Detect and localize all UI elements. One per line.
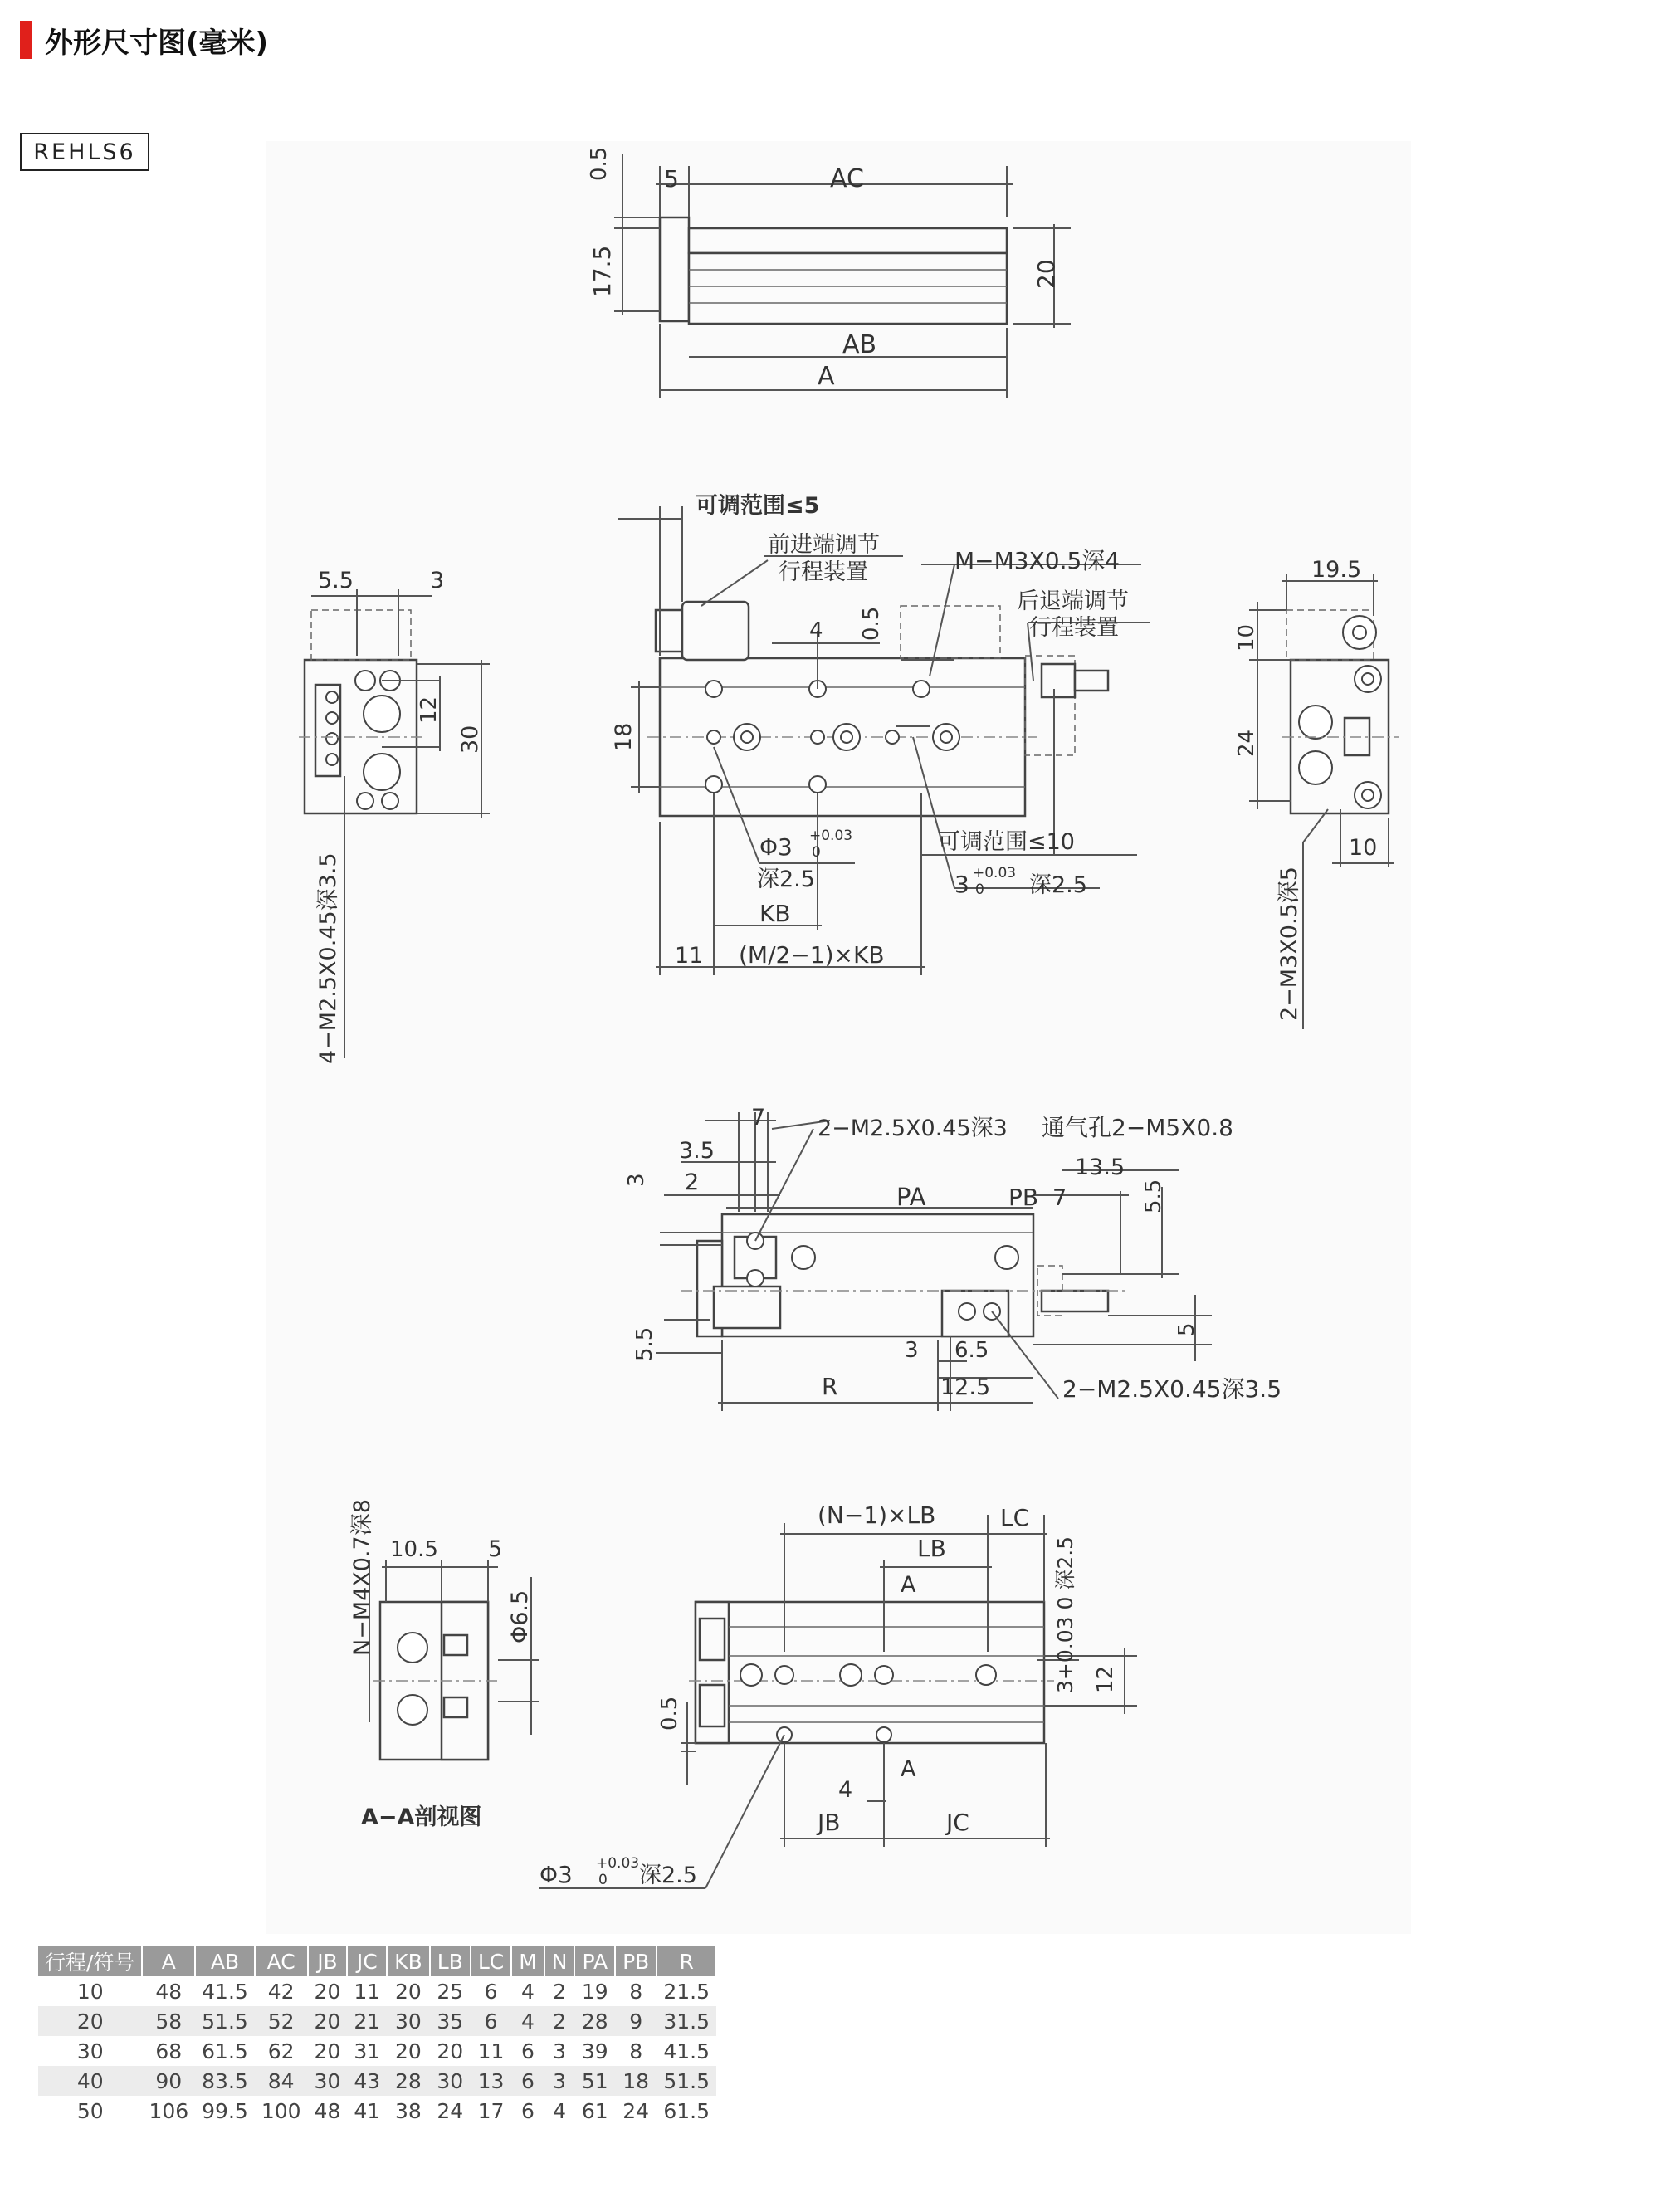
table-cell: 3 — [544, 2066, 575, 2096]
dim-3-5-bottom: 3.5 — [679, 1138, 715, 1164]
table-cell: 4 — [544, 2096, 575, 2126]
phi3-detail: Φ3 — [540, 1861, 573, 1888]
table-cell: 31 — [347, 2036, 387, 2066]
table-cell: 20 — [308, 2036, 348, 2066]
dim-2-bottom: 2 — [685, 1169, 700, 1195]
m2-5-thread-bottom-a: 2−M2.5X0.45深3 — [818, 1116, 1008, 1141]
table-cell: 51.5 — [657, 2066, 716, 2096]
table-header-cell: 行程/符号 — [38, 1946, 142, 1976]
table-cell: 35 — [430, 2006, 471, 2036]
dim-5-5-bottom-a: 5.5 — [1141, 1179, 1166, 1213]
hole-3-front: 3 — [954, 871, 969, 898]
tol-plus-front: +0.03 — [809, 828, 853, 844]
table-cell: 99.5 — [195, 2096, 255, 2126]
section-mark-a-bottom: A — [901, 1756, 916, 1782]
dim-lb: LB — [917, 1535, 946, 1562]
back-adjust-2: 行程装置 — [1029, 615, 1119, 641]
table-cell: 61 — [574, 2096, 615, 2126]
table-cell: 28 — [574, 2006, 615, 2036]
m2-5-thread-bottom-b: 2−M2.5X0.45深3.5 — [1062, 1375, 1282, 1403]
fwd-adjust-1: 前进端调节 — [768, 532, 880, 558]
n-m4-thread: N−M4X0.7深8 — [349, 1499, 375, 1656]
table-cell: 58 — [142, 2006, 195, 2036]
table-header-cell: M — [511, 1946, 544, 1976]
table-cell: 20 — [387, 2036, 430, 2066]
dim-11: 11 — [675, 943, 704, 969]
dim-20: 20 — [1033, 259, 1060, 289]
section-mark-a-top: A — [901, 1572, 916, 1598]
table-cell: 68 — [142, 2036, 195, 2066]
dim-0-5-front: 0.5 — [859, 606, 884, 641]
table-row — [38, 1976, 716, 2006]
dim-5-bottom: 5 — [1174, 1322, 1199, 1336]
table-cell: 11 — [347, 1976, 387, 2006]
table-row — [38, 2096, 716, 2126]
table-cell: 30 — [38, 2036, 142, 2066]
table-cell: 20 — [430, 2036, 471, 2066]
table-cell: 31.5 — [657, 2006, 716, 2036]
table-cell: 21 — [347, 2006, 387, 2036]
table-cell: 20 — [387, 1976, 430, 2006]
top-view-body — [689, 253, 1007, 324]
dim-0-5-top: 0.5 — [587, 146, 612, 181]
deep-2-5-front: 深2.5 — [757, 867, 815, 892]
vent-port: 通气孔2−M5X0.8 — [1042, 1114, 1233, 1141]
table-cell: 41.5 — [195, 1976, 255, 2006]
dim-10-5: 10.5 — [390, 1537, 438, 1562]
table-cell: 50 — [38, 2096, 142, 2126]
table-cell: 51.5 — [195, 2006, 255, 2036]
table-cell: 62 — [255, 2036, 308, 2066]
dim-10-right-b: 10 — [1349, 835, 1378, 861]
table-cell: 21.5 — [657, 1976, 716, 2006]
dim-4-front: 4 — [809, 618, 823, 643]
deep-2-5-detail: 深2.5 — [639, 1863, 697, 1888]
front-adjuster-right — [1042, 664, 1075, 697]
table-header-cell: JB — [308, 1946, 348, 1976]
dim-pa: PA — [896, 1183, 926, 1211]
back-adjust-1: 后退端调节 — [1017, 588, 1129, 614]
table-cell: 2 — [544, 1976, 575, 2006]
section-title: A−A剖视图 — [361, 1804, 482, 1830]
table-cell: 25 — [430, 1976, 471, 2006]
table-cell: 51 — [574, 2066, 615, 2096]
table-cell: 41 — [347, 2096, 387, 2126]
dim-12-5: 12.5 — [940, 1375, 991, 1400]
table-cell: 61.5 — [195, 2036, 255, 2066]
dim-3-bottom: 3 — [624, 1173, 649, 1187]
dim-ac: AC — [830, 164, 864, 193]
dim-r: R — [822, 1373, 838, 1400]
table-cell: 100 — [255, 2096, 308, 2126]
table-cell: 19 — [574, 1976, 615, 2006]
table-cell: 20 — [308, 1976, 348, 2006]
table-cell: 8 — [615, 2036, 657, 2066]
table-cell: 61.5 — [657, 2096, 716, 2126]
table-cell: 28 — [387, 2066, 430, 2096]
tol-zero-detail: 0 — [598, 1872, 608, 1888]
tol-plus-detail: +0.03 — [596, 1855, 640, 1872]
dim-5-top: 5 — [664, 165, 679, 193]
table-body — [38, 1976, 716, 2126]
table-cell: 4 — [511, 1976, 544, 2006]
dim-3-left: 3 — [430, 568, 445, 593]
dim-7-bottom: 7 — [751, 1105, 766, 1130]
deep-2-5-front-2: 深2.5 — [1029, 872, 1087, 898]
dim-pb: PB — [1008, 1184, 1039, 1211]
table-cell: 13 — [471, 2066, 511, 2096]
table-cell: 20 — [38, 2006, 142, 2036]
table-cell: 11 — [471, 2036, 511, 2066]
dim-6-5: 6.5 — [954, 1338, 989, 1363]
table-cell: 39 — [574, 2036, 615, 2066]
table-cell: 38 — [387, 2096, 430, 2126]
dim-a-top: A — [818, 362, 835, 391]
phi-6-5: Φ6.5 — [507, 1589, 533, 1643]
table-header-row — [38, 1946, 716, 1976]
adj-range-5: 可调范围≤5 — [696, 493, 820, 519]
table-header-cell: JC — [347, 1946, 387, 1976]
table-cell: 52 — [255, 2006, 308, 2036]
table-cell: 83.5 — [195, 2066, 255, 2096]
table-cell: 30 — [387, 2006, 430, 2036]
tol-zero-front: 0 — [812, 844, 821, 861]
table-cell: 84 — [255, 2066, 308, 2096]
dim-5-5-bottom-b: 5.5 — [632, 1326, 657, 1361]
dim-n1-lb: (N−1)×LB — [818, 1502, 936, 1529]
table-cell: 24 — [615, 2096, 657, 2126]
tol-plus-front-2: +0.03 — [973, 865, 1017, 881]
dim-5-section: 5 — [488, 1536, 503, 1562]
table-cell: 8 — [615, 1976, 657, 2006]
dim-30: 30 — [457, 725, 483, 754]
phi3-front: Φ3 — [759, 833, 793, 861]
table-cell: 43 — [347, 2066, 387, 2096]
m3-thread-right: 2−M3X0.5深5 — [1277, 867, 1302, 1021]
top-view-table — [689, 228, 1007, 253]
model-label: REHLS6 — [20, 133, 149, 171]
dim-jb: JB — [818, 1809, 841, 1836]
table-cell: 30 — [308, 2066, 348, 2096]
dim-12-detail: 12 — [1093, 1665, 1118, 1693]
fwd-adjust-2: 行程装置 — [779, 559, 868, 585]
table-cell: 18 — [615, 2066, 657, 2096]
dim-7-bottom-b: 7 — [1052, 1185, 1067, 1211]
table-cell: 2 — [544, 2006, 575, 2036]
table-row — [38, 2066, 716, 2096]
table-cell: 6 — [511, 2066, 544, 2096]
table-header-cell: AC — [255, 1946, 308, 1976]
dim-lc: LC — [1000, 1504, 1030, 1531]
table-header-cell: PB — [615, 1946, 657, 1976]
table-cell: 6 — [511, 2036, 544, 2066]
table-cell: 6 — [471, 1976, 511, 2006]
table-header-cell: KB — [387, 1946, 430, 1976]
table-header-cell: PA — [574, 1946, 615, 1976]
table-cell: 6 — [511, 2096, 544, 2126]
tol-zero-front-2: 0 — [975, 881, 984, 898]
table-cell: 9 — [615, 2006, 657, 2036]
table-cell: 30 — [430, 2066, 471, 2096]
m2-5-thread-left: 4−M2.5X0.45深3.5 — [315, 852, 341, 1064]
table-header-cell: N — [544, 1946, 575, 1976]
table-cell: 17 — [471, 2096, 511, 2126]
dim-4-detail: 4 — [838, 1777, 853, 1803]
table-cell: 40 — [38, 2066, 142, 2096]
dim-ab: AB — [842, 330, 877, 359]
dim-24: 24 — [1234, 729, 1259, 757]
table-cell: 24 — [430, 2096, 471, 2126]
top-view-endplate — [660, 217, 689, 321]
dim-19-5: 19.5 — [1311, 557, 1362, 583]
dim-3-bottom-b: 3 — [905, 1338, 919, 1363]
table-row — [38, 2006, 716, 2036]
dim-13-5: 13.5 — [1075, 1155, 1125, 1180]
table-cell: 42 — [255, 1976, 308, 2006]
table-cell: 3 — [544, 2036, 575, 2066]
dim-10-right-a: 10 — [1234, 623, 1259, 652]
adj-range-10: 可调范围≤10 — [938, 829, 1075, 855]
dim-18: 18 — [611, 722, 637, 751]
dim-12-left: 12 — [417, 696, 442, 724]
table-row — [38, 2036, 716, 2066]
table-header-cell: AB — [195, 1946, 255, 1976]
table-cell: 48 — [142, 1976, 195, 2006]
table-cell: 4 — [511, 2006, 544, 2036]
dim-jc: JC — [946, 1809, 969, 1836]
dimension-table — [38, 1946, 717, 2126]
table-cell: 90 — [142, 2066, 195, 2096]
table-header-cell: LB — [430, 1946, 471, 1976]
dim-17-5: 17.5 — [588, 245, 616, 297]
hole-3-detail: 3+0.03 0 深2.5 — [1053, 1536, 1077, 1693]
dim-0-5-detail: 0.5 — [657, 1696, 682, 1731]
table-cell: 106 — [142, 2096, 195, 2126]
table-cell: 6 — [471, 2006, 511, 2036]
dim-kb: KB — [759, 900, 791, 927]
table-cell: 41.5 — [657, 2036, 716, 2066]
table-cell: 10 — [38, 1976, 142, 2006]
m-m3-thread: M−M3X0.5深4 — [954, 547, 1120, 574]
dim-m2-kb: (M/2−1)×KB — [739, 941, 885, 969]
table-header-cell: R — [657, 1946, 716, 1976]
table-cell: 20 — [308, 2006, 348, 2036]
page-title: 外形尺寸图(毫米) — [45, 26, 269, 60]
table-cell: 48 — [308, 2096, 348, 2126]
dim-5-5-left: 5.5 — [318, 568, 354, 593]
table-header-cell: LC — [471, 1946, 511, 1976]
table-header-cell: A — [142, 1946, 195, 1976]
